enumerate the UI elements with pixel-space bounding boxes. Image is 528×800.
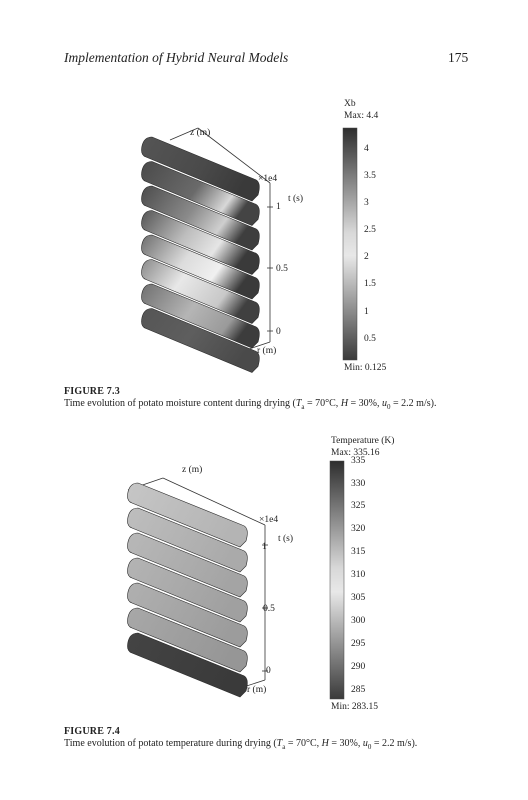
fig73-colorbar-tick-0: 4 <box>364 143 369 154</box>
fig74-colorbar-tick-4: 315 <box>351 547 366 558</box>
fig73-r-label: r (m) <box>257 346 277 356</box>
fig73-colorbar-variable: Xb <box>344 99 356 109</box>
fig74-colorbar-tick-8: 295 <box>351 638 366 649</box>
fig74-colorbar-tick-9: 290 <box>351 661 366 672</box>
fig74-t-label: t (s) <box>278 534 294 544</box>
fig74-caption-text: Time evolution of potato temperature during drying ($T_a = 70^\circ C$, H = 30%, $u_0 = 2.2$ m/s). <box>64 738 418 751</box>
fig73-colorbar-max: Max: 4.4 <box>344 111 379 121</box>
fig74-colorbar-tick-5: 310 <box>351 570 366 581</box>
fig74-colorbar-tick-7: 300 <box>351 615 366 626</box>
fig74-slices <box>128 483 248 697</box>
fig73-colorbar-tick-4: 2 <box>364 252 369 263</box>
fig74-z-label: z (m) <box>182 465 203 475</box>
fig74-colorbar-variable: Temperature (K) <box>331 436 395 446</box>
fig73-caption-text: Time evolution of potato moisture content during drying ($T_a = 70^\circ C$, H = 30%, $u_0 = 2.2$ m/s). <box>64 398 437 411</box>
fig73-tick-label-0: 0 <box>276 327 281 337</box>
fig74-colorbar-tick-6: 305 <box>351 593 366 603</box>
fig73-colorbar-tick-3: 2.5 <box>364 225 376 236</box>
fig73-colorbar <box>343 128 357 360</box>
fig73-z-label: z (m) <box>190 128 211 138</box>
fig73-colorbar-tick-2: 3 <box>364 197 369 208</box>
fig74-tick-label-05: 0.5 <box>263 604 275 614</box>
fig74-colorbar-tick-2: 325 <box>351 501 366 512</box>
fig73-tick-label-05: 0.5 <box>276 264 288 274</box>
fig74-colorbar-tick-10: 285 <box>351 684 366 695</box>
fig74-colorbar-max: Max: 335.16 <box>331 448 380 458</box>
fig74-colorbar-tick-3: 320 <box>351 524 366 535</box>
fig73-tick-label-1: 1 <box>276 202 281 212</box>
page-number: 175 <box>448 50 469 65</box>
fig73-t-label: t (s) <box>288 194 304 204</box>
fig73-slices <box>142 137 260 373</box>
fig73-colorbar-tick-6: 1 <box>364 306 369 317</box>
fig73-caption-label: FIGURE 7.3 <box>64 386 120 397</box>
fig73-colorbar-tick-7: 0.5 <box>364 333 376 344</box>
fig74-r-label: r (m) <box>247 685 267 695</box>
fig74-caption-label: FIGURE 7.4 <box>64 726 120 737</box>
running-head-title: Implementation of Hybrid Neural Models <box>64 50 289 65</box>
fig73-colorbar-min: Min: 0.125 <box>344 363 387 373</box>
fig74-colorbar <box>330 461 344 699</box>
fig73-colorbar-tick-5: 1.5 <box>364 279 376 290</box>
fig73-time-multiplier: ×1e4 <box>258 174 278 184</box>
fig73-colorbar-tick-1: 3.5 <box>364 170 376 181</box>
fig74-colorbar-min: Min: 283.15 <box>331 702 378 712</box>
fig74-colorbar-tick-1: 330 <box>351 478 366 489</box>
fig74-tick-label-0: 0 <box>266 666 271 676</box>
fig74-tick-label-1: 1 <box>262 542 267 552</box>
fig74-time-multiplier: ×1e4 <box>259 515 279 525</box>
fig74-colorbar-tick-0: 335 <box>351 455 366 466</box>
